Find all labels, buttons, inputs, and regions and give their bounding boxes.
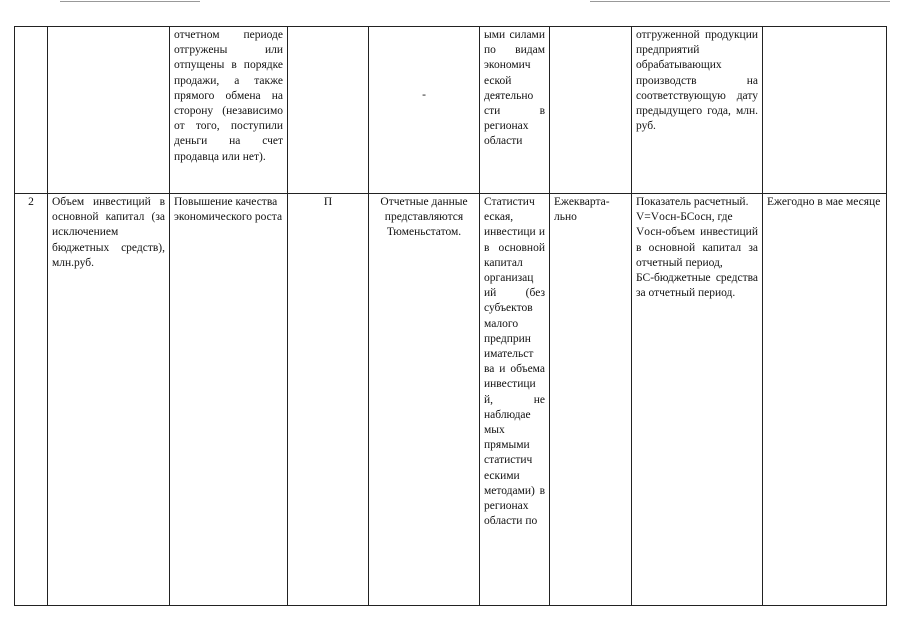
scan-edge-mark: [60, 1, 200, 2]
cell-method: Статистич еская, инвестици и в основной капитал организац ий (без субъектов малого предприн имательст ва и объема инвестици й, не наблюдае мых прямыми статистич ескими методами) в регионах области по: [480, 194, 550, 606]
cell-type: [288, 27, 369, 194]
cell-number: 2: [15, 194, 48, 606]
cell-source: Отчетные данные представляются Тюменьстатом.: [369, 194, 480, 606]
table-row-2: [15, 194, 887, 606]
scan-edge-mark: [590, 1, 890, 2]
cell-goal: Повышение качества экономического роста: [170, 194, 288, 606]
cell-method: ыми силами по видам экономич еской деятельно сти в регионах области: [480, 27, 550, 194]
cell-type: П: [288, 194, 369, 606]
cell-periodicity: [550, 27, 632, 194]
cell-calculation: [632, 194, 763, 606]
indicators-table: [14, 26, 887, 606]
calculation-line: Vосн-объем инвестиций в основной капитал за отчетный период,: [636, 226, 758, 269]
cell-number: [15, 27, 48, 194]
cell-deadline: Ежегодно в мае месяце: [763, 194, 887, 606]
cell-periodicity: Ежекварта-льно: [550, 194, 632, 606]
table-row-continued: [15, 27, 887, 194]
cell-calculation: отгруженной продукции предприятий обрабатывающих производств на соответствующую дату предыдущего года, млн. руб.: [632, 27, 763, 194]
cell-indicator: Объем инвестиций в основной капитал (за исключением бюджетных средств), млн.руб.: [48, 194, 170, 606]
calculation-line: БС-бюджетные средства за отчетный период.: [636, 272, 758, 300]
cell-deadline: [763, 27, 887, 194]
dash-mark: -: [422, 89, 426, 101]
cell-indicator: [48, 27, 170, 194]
cell-goal: отчетном периоде отгружены или отпущены в порядке продажи, а также прямого обмена на сторону (независимо от того, поступили деньги на счет продавца или нет).: [170, 27, 288, 194]
calculation-line: Показатель расчетный.: [636, 196, 749, 208]
calculation-formula: V=Vосн-БСосн, где: [636, 211, 733, 224]
cell-source: [369, 27, 480, 194]
